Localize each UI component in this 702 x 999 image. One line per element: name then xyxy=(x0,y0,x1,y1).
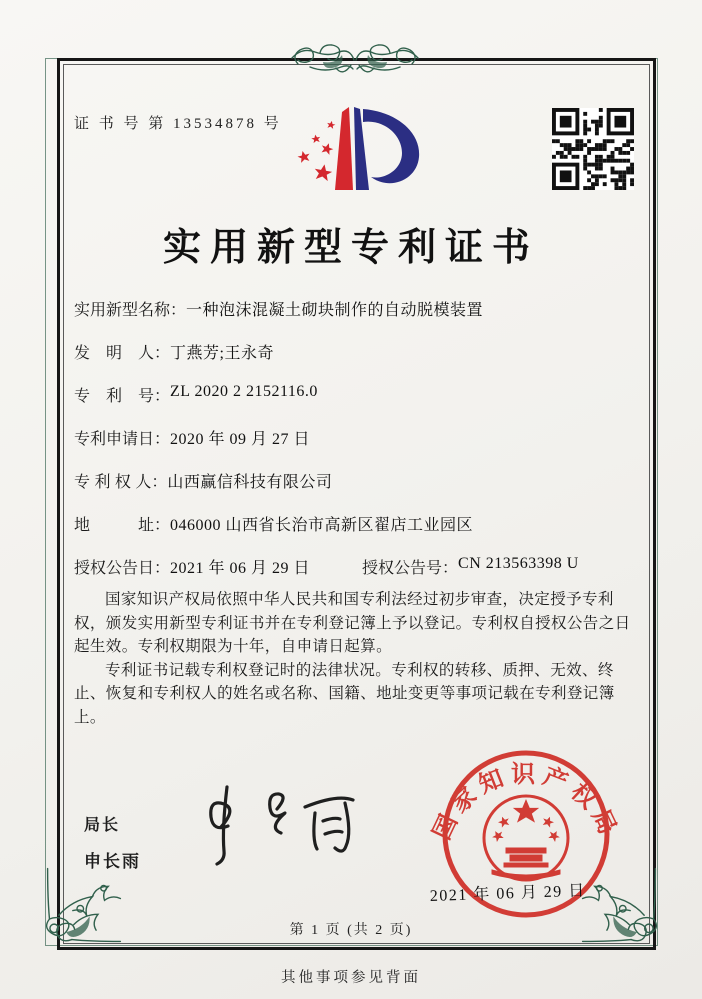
director-block xyxy=(84,812,141,872)
qr-code xyxy=(552,108,634,190)
top-center-flourish-right xyxy=(355,40,420,80)
page-indicator: 第 1 页 (共 2 页) xyxy=(289,923,413,938)
qr-finder-top-left xyxy=(552,108,579,135)
field-utility-model-name xyxy=(74,297,638,340)
cnipa-logo xyxy=(283,96,433,208)
grant-date-value: 2021 年 06 月 29 日 xyxy=(170,560,311,577)
field-label: 实用新型名称： xyxy=(74,302,187,319)
field-value: ZL 2020 2 2152116.0 xyxy=(170,383,318,400)
field-label: 发 明 人： xyxy=(74,345,171,362)
legal-text xyxy=(74,588,636,729)
certificate-fields xyxy=(74,297,638,598)
field-inventors xyxy=(74,340,638,383)
seal-date: 2021 年 06 月 29 日 xyxy=(429,882,587,905)
field-filing-date xyxy=(74,426,638,469)
logo-p-mark xyxy=(335,107,419,190)
legal-paragraph-2: 专利证书记载专利权登记时的法律状况。专利权的转移、质押、无效、终止、恢复和专利权人的姓名或名称、国籍、地址变更等事项记载在专利登记簿上。 xyxy=(74,661,615,726)
field-value: 2020 年 09 月 27 日 xyxy=(170,431,311,448)
back-page-note: 其他事项参见背面 xyxy=(281,970,421,986)
seal-emblem xyxy=(484,796,568,880)
field-label: 专 利 号： xyxy=(74,388,171,405)
legal-paragraph-1: 国家知识产权局依照中华人民共和国专利法经过初步审查，决定授予专利权，颁发实用新型专利证书并在专利登记簿上予以登记。专利权自授权公告之日起生效。专利权期限为十年，自申请日起算。 xyxy=(74,591,631,656)
field-value: 一种泡沫混凝土砌块制作的自动脱模装置 xyxy=(186,302,484,319)
agency-seal xyxy=(408,748,644,930)
seal-agency-text: 国家知识产权局 xyxy=(429,762,623,844)
director-name: 申长雨 xyxy=(84,852,141,871)
grant-number-label: 授权公告号： xyxy=(362,560,459,577)
qr-finder-top-right xyxy=(607,108,634,135)
field-patentee xyxy=(74,469,638,512)
logo-stars xyxy=(296,120,335,182)
grant-number-value: CN 213563398 U xyxy=(458,555,579,572)
field-value: 046000 山西省长治市高新区翟店工业园区 xyxy=(170,517,474,534)
director-role: 局长 xyxy=(84,817,121,834)
top-center-flourish-left xyxy=(290,40,355,80)
qr-finder-bottom-left xyxy=(552,163,579,190)
field-address xyxy=(74,512,638,555)
field-value: 山西赢信科技有限公司 xyxy=(167,474,333,491)
field-label: 地 址： xyxy=(74,517,171,534)
field-patent-number xyxy=(74,383,638,426)
field-label: 专 利 权 人： xyxy=(74,474,168,491)
grant-date-label: 授权公告日： xyxy=(74,560,171,577)
certificate-number: 证 书 号 第 13534878 号 xyxy=(74,116,282,132)
certificate-title: 实用新型专利证书 xyxy=(162,227,539,269)
field-label: 专利申请日： xyxy=(74,431,171,448)
director-signature xyxy=(185,775,375,875)
field-value: 丁燕芳;王永奇 xyxy=(170,345,274,362)
